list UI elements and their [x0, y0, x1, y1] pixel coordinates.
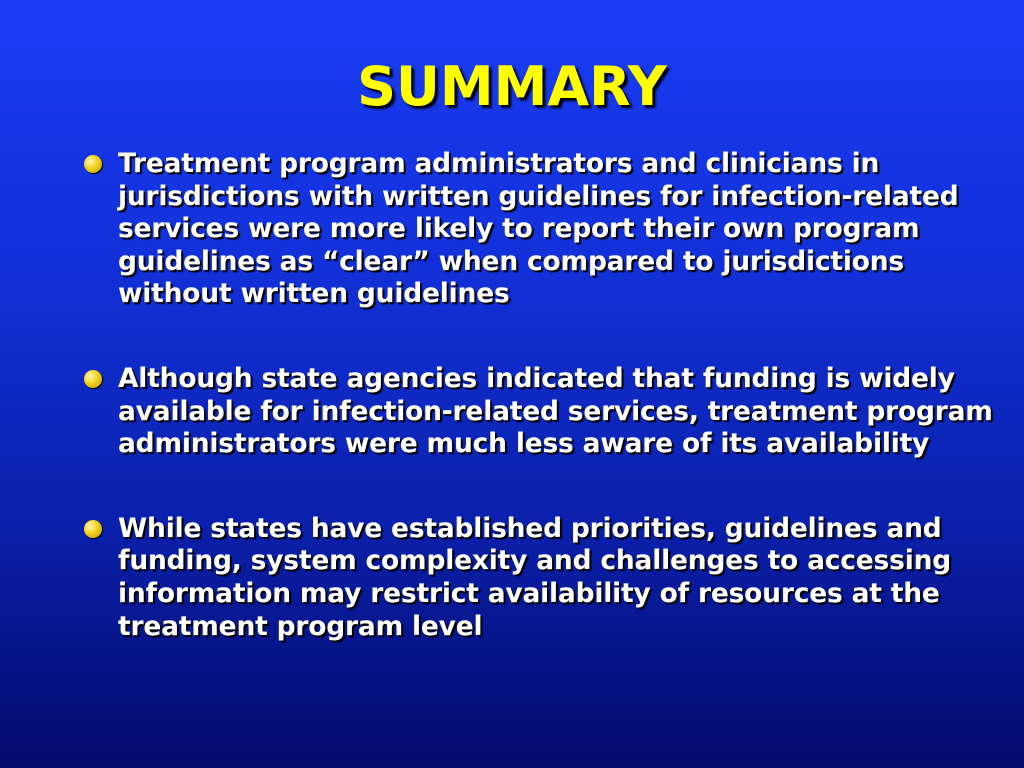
- bullet-item: [84, 513, 1009, 643]
- yellow-circle-bullet-icon: [84, 370, 102, 388]
- bullet-item: [84, 363, 1009, 461]
- bullet-list: [84, 148, 1009, 643]
- bullet-text: Although state agencies indicated that funding is widely available for infection-related services, treatment program administrators were much less aware of its availability: [118, 362, 993, 460]
- slide-title: SUMMARY: [357, 55, 667, 118]
- yellow-circle-bullet-icon: [84, 155, 102, 173]
- bullet-text: Treatment program administrators and clinicians in jurisdictions with written guidelines for infection-related services were more likely to report their own program guidelines as “clear” when compared to jurisdictions without written guidelines: [118, 148, 959, 310]
- yellow-circle-bullet-icon: [84, 520, 102, 538]
- bullet-text: While states have established priorities, guidelines and funding, system complexity and challenges to accessing information may restrict availability of resources at the treatment program level: [118, 512, 952, 642]
- bullet-item: [84, 148, 1009, 311]
